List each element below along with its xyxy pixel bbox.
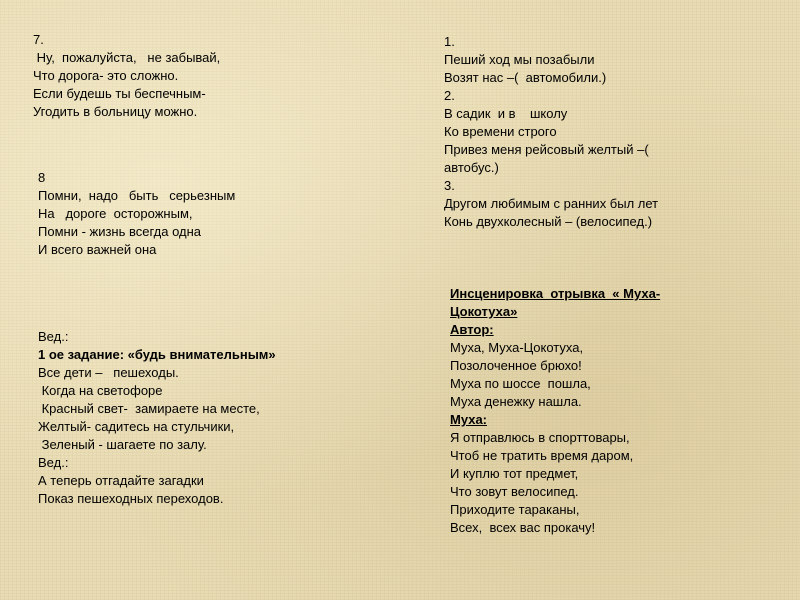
staging-title: Инсценировка отрывка « Муха- <box>450 286 661 301</box>
task-heading: 1 ое задание: «будь внимательным» <box>38 347 276 362</box>
presenter-line: Когда на светофоре <box>38 383 163 398</box>
poem-block-7 <box>33 31 413 121</box>
staging-line: И куплю тот предмет, <box>450 466 579 481</box>
poem-8-line: Помни, надо быть серьезным <box>38 188 236 203</box>
presenter-line: А теперь отгадайте загадки <box>38 473 204 488</box>
riddle-line: Конь двухколесный – (велосипед.) <box>444 214 653 229</box>
poem-7-line: Ну, пожалуйста, не забывай, <box>33 50 221 65</box>
poem-8-line: На дороге осторожным, <box>38 206 193 221</box>
riddle-line: В садик и в школу <box>444 106 568 121</box>
staging-line: Муха, Муха-Цокотуха, <box>450 340 584 355</box>
staging-block <box>450 285 795 537</box>
role-label-fly: Муха: <box>450 412 488 427</box>
poem-8-line: И всего важней она <box>38 242 157 257</box>
staging-line: Всех, всех вас прокачу! <box>450 520 596 535</box>
riddle-number: 1. <box>444 34 455 49</box>
presenter-block <box>38 328 438 508</box>
poem-8-line: Помни - жизнь всегда одна <box>38 224 202 239</box>
staging-line: Чтоб не тратить время даром, <box>450 448 634 463</box>
role-label-author: Автор: <box>450 322 494 337</box>
presenter-line: Красный свет- замираете на месте, <box>38 401 260 416</box>
poem-8-number: 8 <box>38 170 46 185</box>
riddle-number: 2. <box>444 88 455 103</box>
poem-7-number: 7. <box>33 32 44 47</box>
poem-7-line: Что дорога- это сложно. <box>33 68 179 83</box>
riddle-line: Ко времени строго <box>444 124 557 139</box>
riddle-line: Привез меня рейсовый желтый –( <box>444 142 649 157</box>
staging-line: Муха денежку нашла. <box>450 394 582 409</box>
staging-line: Что зовут велосипед. <box>450 484 579 499</box>
staging-title: Цокотуха» <box>450 304 518 319</box>
poem-7-line: Угодить в больницу можно. <box>33 104 198 119</box>
riddle-line: Пеший ход мы позабыли <box>444 52 595 67</box>
presenter-label: Вед.: <box>38 329 69 344</box>
presenter-label: Вед.: <box>38 455 69 470</box>
riddle-line: Возят нас –( автомобили.) <box>444 70 607 85</box>
presenter-line: Зеленый - шагаете по залу. <box>38 437 207 452</box>
riddles-block <box>444 33 789 231</box>
riddle-line: Другом любимым с ранних был лет <box>444 196 659 211</box>
riddle-number: 3. <box>444 178 455 193</box>
staging-line: Позолоченное брюхо! <box>450 358 582 373</box>
staging-line: Муха по шоссе пошла, <box>450 376 591 391</box>
riddle-line: автобус.) <box>444 160 499 175</box>
presenter-line: Показ пешеходных переходов. <box>38 491 224 506</box>
presenter-line: Желтый- садитесь на стульчики, <box>38 419 235 434</box>
staging-line: Приходите тараканы, <box>450 502 580 517</box>
staging-line: Я отправлюсь в спорттовары, <box>450 430 630 445</box>
poem-7-line: Если будешь ты беспечным- <box>33 86 206 101</box>
presenter-line: Все дети – пешеходы. <box>38 365 179 380</box>
poem-block-8 <box>38 169 418 259</box>
